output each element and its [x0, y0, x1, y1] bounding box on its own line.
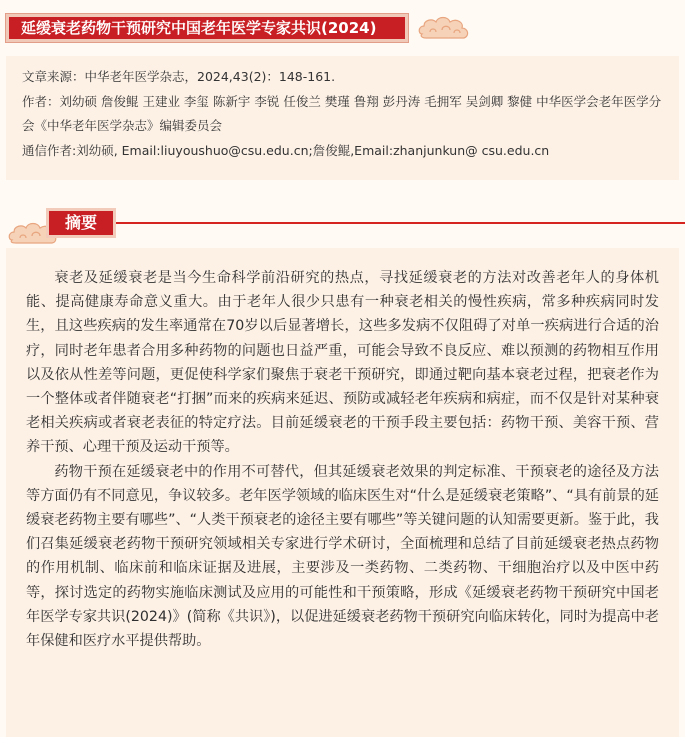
abstract-paragraph-1: 衰老及延缓衰老是当今生命科学前沿研究的热点，寻找延缓衰老的方法对改善老年人的身体机能、提高健康寿命意义重大。由于老年人很少只患有一种衰老相关的慢性疾病，常多种疾病同时发生，且这些疾病的发生率通常在70岁以后显著增长，这些多发病不仅阻碍了对单一疾病进行合适的治疗，同时老年患者合用多种药物的问题也日益严重，可能会导致不良反应、难以预测的药物相互作用以及依从性差等问题，更促使科学家们聚焦于衰老干预研究，即通过靶向基本衰老过程，把衰老作为一个整体或者伴随衰老“打捆”而来的疾病来延迟、预防或减轻老年疾病和病症，而不仅是针对某种衰老相关疾病或者衰老表征的特定疗法。目前延缓衰老的干预手段主要包括：药物干预、美容干预、营养干预、心理干预及运动干预等。: [26, 270, 659, 456]
abstract-header: [8, 204, 685, 248]
article-source: 文章来源：中华老年医学杂志，2024,43(2)：148-161.: [22, 69, 336, 84]
article-title: 延缓衰老药物干预研究中国老年医学专家共识(2024): [6, 14, 408, 42]
abstract-divider: [116, 222, 685, 224]
title-banner: [0, 10, 685, 50]
article-authors: 作者：刘幼硕 詹俊鲲 王建业 李玺 陈新宇 李锐 任俊兰 樊瑾 鲁翔 彭丹涛 毛拥军 吴剑卿 黎健 中华医学会老年医学分会《中华老年医学杂志》编辑委员会: [22, 94, 662, 133]
abstract-body: [6, 248, 679, 737]
abstract-paragraph-2: 药物干预在延缓衰老中的作用不可替代，但其延缓衰老效果的判定标准、干预衰老的途径及方法等方面仍有不同意见，争议较多。老年医学领域的临床医生对“什么是延缓衰老策略”、“具有前景的延缓衰老药物主要有哪些”、“人类干预衰老的途径主要有哪些”等关键问题的认知需要更新。鉴于此，我们召集延缓衰老药物干预研究领域相关专家进行学术研讨，全面梳理和总结了目前延缓衰老热点药物的作用机制、临床前和临床证据及进展，主要涉及一类药物、二类药物、干细胞治疗以及中医中药等，探讨选定的药物实施临床测试及应用的可能性和干预策略，形成《延缓衰老药物干预研究中国老年医学专家共识(2024)》(简称《共识》)，以促进延缓衰老药物干预研究向临床转化，同时为提高中老年保健和医疗水平提供帮助。: [26, 463, 659, 650]
abstract-label: 摘要: [46, 208, 116, 238]
auspicious-cloud-icon: [416, 10, 472, 46]
corresponding-author: 通信作者:刘幼硕, Email:liuyoushuo@csu.edu.cn;詹俊鲲,Email:zhanjunkun@ csu.edu.cn: [22, 143, 550, 158]
article-meta: [6, 56, 679, 180]
